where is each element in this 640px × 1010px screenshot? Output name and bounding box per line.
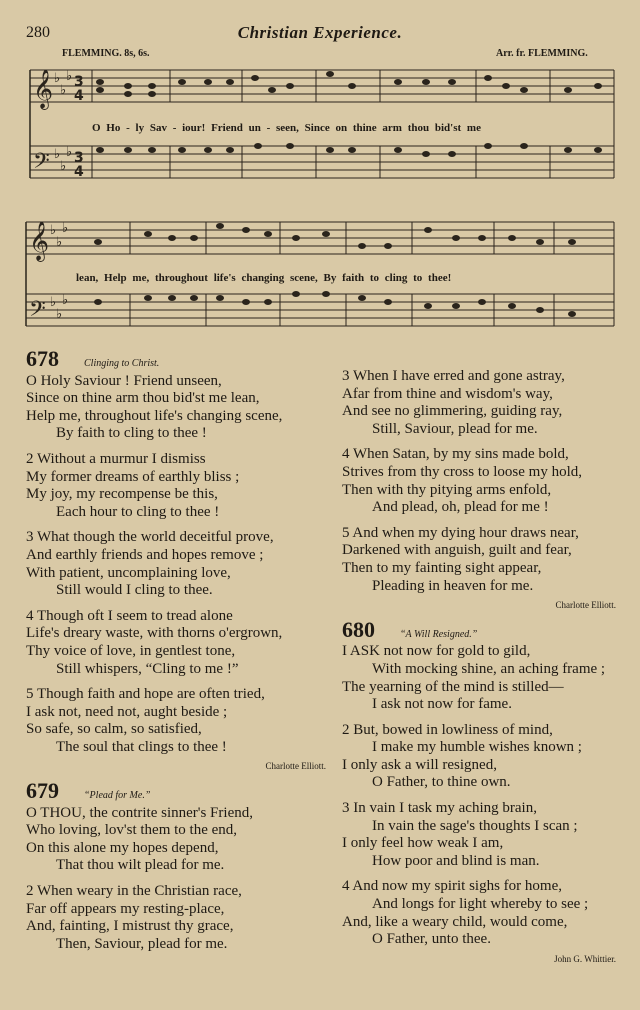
verse-line: Help me, throughout life's changing scene, bbox=[26, 407, 283, 424]
verse-line: Darkened with anguish, guilt and fear, bbox=[342, 542, 572, 559]
verse-line: Still would I cling to thee. bbox=[56, 582, 213, 599]
treble-clef-icon: 𝄞 bbox=[33, 69, 54, 109]
verse-line: By faith to cling to thee ! bbox=[56, 425, 207, 442]
verse-line: And plead, oh, plead for me ! bbox=[372, 499, 549, 516]
verse-line: O Father, unto thee. bbox=[372, 931, 491, 948]
key-signature-flats bbox=[50, 69, 72, 322]
svg-text:♭: ♭ bbox=[66, 145, 73, 160]
left-column bbox=[26, 346, 326, 953]
bass-clef-icon: 𝄢 bbox=[29, 297, 46, 327]
verse-line: Still whispers, “Cling to me !” bbox=[56, 660, 239, 677]
music-score bbox=[0, 0, 640, 345]
verse-line: 2 When weary in the Christian race, bbox=[26, 883, 242, 900]
verse-line: I ask not now for fame. bbox=[372, 696, 512, 713]
verse-line: 4 When Satan, by my sins made bold, bbox=[342, 446, 569, 463]
verse-line: I only ask a will resigned, bbox=[342, 756, 497, 773]
verse-line: 2 Without a murmur I dismiss bbox=[26, 450, 206, 467]
verse-line: I ask not, need not, aught beside ; bbox=[26, 703, 228, 720]
svg-text:3: 3 bbox=[74, 150, 84, 166]
svg-text:♭: ♭ bbox=[50, 223, 57, 238]
verse-line: Since on thine arm thou bid'st me lean, bbox=[26, 390, 260, 407]
verse-line: In vain the sage's thoughts I scan ; bbox=[372, 817, 578, 834]
hymn-679-continued bbox=[342, 368, 616, 615]
verse-line: 5 Though faith and hope are often tried, bbox=[26, 686, 265, 703]
svg-text:♭: ♭ bbox=[54, 71, 61, 86]
verse-line: Then, Saviour, plead for me. bbox=[56, 935, 228, 952]
verse-line: The yearning of the mind is stilled— bbox=[342, 678, 564, 695]
svg-text:♭: ♭ bbox=[56, 307, 63, 322]
running-head: Christian Experience. bbox=[237, 23, 403, 42]
svg-text:♭: ♭ bbox=[50, 295, 57, 310]
verse-line: 3 When I have erred and gone astray, bbox=[342, 368, 565, 384]
svg-text:♭: ♭ bbox=[62, 221, 69, 236]
right-column bbox=[342, 368, 616, 968]
verse-line: 3 In vain I task my aching brain, bbox=[342, 800, 537, 817]
verse-line: 3 What though the world deceitful prove, bbox=[26, 529, 274, 546]
verse-line: 2 But, bowed in lowliness of mind, bbox=[342, 721, 553, 738]
verse-line: Then to my fainting sight appear, bbox=[342, 559, 542, 576]
verse-line: And earthly friends and hopes remove ; bbox=[26, 546, 264, 563]
verse-line: Strives from thy cross to loose my hold, bbox=[342, 463, 582, 480]
page-number: 280 bbox=[26, 24, 50, 41]
verse-line: With patient, uncomplaining love, bbox=[26, 564, 231, 581]
hymn-author: Charlotte Elliott. bbox=[555, 600, 616, 611]
hymn-679 bbox=[26, 778, 326, 953]
treble-clef-icon: 𝄞 bbox=[29, 221, 50, 261]
verse-line: Who loving, lov'st them to the end, bbox=[26, 822, 238, 839]
verse-line: With mocking shine, an aching frame ; bbox=[372, 660, 606, 677]
verse-line: Each hour to cling to thee ! bbox=[56, 503, 220, 520]
hymn-number: 678 bbox=[26, 346, 59, 371]
svg-text:♭: ♭ bbox=[66, 69, 73, 84]
verse-line: Afar from thine and wisdom's way, bbox=[342, 385, 553, 402]
staff-lines-system2-treble bbox=[26, 222, 614, 254]
verse-line: Then with thy pitying arms enfold, bbox=[342, 481, 552, 498]
staff-lines-system1-treble bbox=[30, 70, 614, 102]
svg-text:3: 3 bbox=[74, 74, 84, 90]
svg-text:♭: ♭ bbox=[60, 83, 67, 98]
svg-text:4: 4 bbox=[74, 88, 84, 104]
verse-line: On this alone my hopes depend, bbox=[26, 839, 219, 856]
hymn-number: 680 bbox=[342, 616, 375, 642]
hymn-author: John G. Whittier. bbox=[554, 953, 616, 964]
svg-text:♭: ♭ bbox=[60, 159, 67, 174]
verse-line: Still, Saviour, plead for me. bbox=[372, 420, 538, 437]
verse-line: The soul that clings to thee ! bbox=[56, 738, 227, 755]
bass-clef-icon: 𝄢 bbox=[33, 149, 50, 179]
verse-line: And see no glimmering, guiding ray, bbox=[342, 403, 563, 420]
verse-line: Life's dreary waste, with thorns o'ergrown, bbox=[26, 625, 283, 642]
lyrics-line-2: lean, Help me, throughout life's changing scene, By faith to cling to thee! bbox=[76, 272, 452, 284]
verse-line: My former dreams of earthly bliss ; bbox=[26, 468, 240, 485]
verse-line: O THOU, the contrite sinner's Friend, bbox=[26, 804, 253, 821]
svg-text:4: 4 bbox=[74, 164, 84, 180]
verse-line: Thy voice of love, in gentlest tone, bbox=[26, 642, 236, 659]
hymn-number: 679 bbox=[26, 778, 59, 804]
verse-line: I ASK not now for gold to gild, bbox=[342, 643, 531, 660]
svg-text:♭: ♭ bbox=[54, 147, 61, 162]
time-signature bbox=[74, 74, 84, 180]
lyrics-line-1: O Ho - ly Sav - iour! Friend un - seen, Since on thine arm thou bid'st me bbox=[92, 122, 481, 134]
verse-line: My joy, my recompense be this, bbox=[26, 486, 218, 503]
hymn-author: Charlotte Elliott. bbox=[265, 761, 326, 772]
hymn-title: “A Will Resigned.” bbox=[400, 628, 478, 640]
tune-name: FLEMMING. 8s, 6s. bbox=[62, 48, 150, 59]
hymn-680 bbox=[342, 616, 616, 969]
verse-line: O Holy Saviour ! Friend unseen, bbox=[26, 372, 222, 389]
verse-line: 4 And now my spirit sighs for home, bbox=[342, 878, 562, 895]
staff-lines-system1-bass bbox=[30, 146, 614, 178]
hymn-678 bbox=[26, 346, 326, 776]
barlines bbox=[92, 70, 554, 326]
verse-line: And, fainting, I mistrust thy grace, bbox=[26, 918, 234, 935]
verse-line: O Father, to thine own. bbox=[372, 774, 511, 791]
verse-line: Far off appears my resting-place, bbox=[26, 900, 225, 917]
arranger-credit: Arr. fr. FLEMMING. bbox=[496, 48, 588, 59]
verse-line: 4 Though oft I seem to tread alone bbox=[26, 607, 233, 624]
verse-line: 5 And when my dying hour draws near, bbox=[342, 524, 579, 541]
verse-line: That thou wilt plead for me. bbox=[56, 857, 225, 874]
verse-line: So safe, so calm, so satisfied, bbox=[26, 721, 202, 738]
verse-line: How poor and blind is man. bbox=[372, 852, 540, 869]
hymn-title: “Plead for Me.” bbox=[84, 790, 151, 802]
verse-line: Pleading in heaven for me. bbox=[372, 577, 534, 594]
staff-lines-system2-bass bbox=[26, 294, 614, 326]
svg-text:♭: ♭ bbox=[62, 293, 69, 308]
svg-text:♭: ♭ bbox=[56, 235, 63, 250]
verse-line: And longs for light whereby to see ; bbox=[372, 896, 589, 913]
verse-line: I only feel how weak I am, bbox=[342, 835, 504, 852]
verse-line: And, like a weary child, would come, bbox=[342, 913, 568, 930]
verse-line: I make my humble wishes known ; bbox=[372, 739, 582, 756]
hymn-title: Clinging to Christ. bbox=[84, 358, 160, 369]
